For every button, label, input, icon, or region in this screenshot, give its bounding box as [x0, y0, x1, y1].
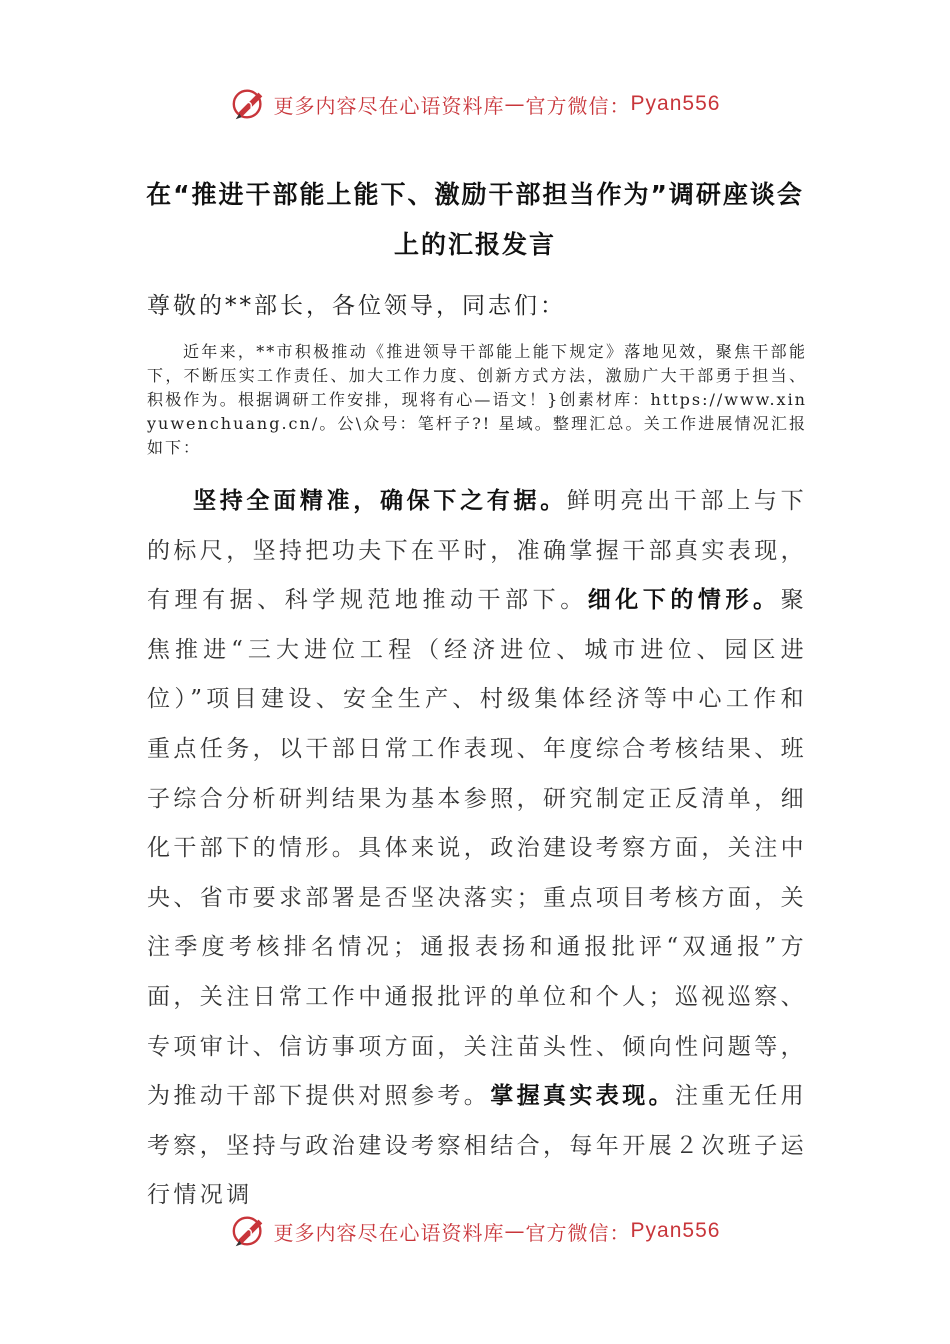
document-title-line-2: 上的汇报发言	[393, 230, 556, 259]
section-1-text-3: 注重无任用考察，坚持与政治建设考察相结合，每年开展２次班子运行情况调	[147, 1083, 808, 1209]
section-1-subheading-1: 细化下的情形。	[587, 587, 781, 614]
watermark-wechat-id: Pyan556	[630, 92, 721, 115]
watermark-site-name: 更多内容尽在心语资料库	[273, 1220, 505, 1245]
watermark-official-label: 官方微信：	[525, 1220, 631, 1245]
document-title-line-1: 在“推进干部能上能下、激励干部担当作为”调研座谈会	[146, 180, 804, 209]
watermark-dash: —	[504, 1219, 526, 1243]
pen-logo-icon	[230, 85, 268, 123]
watermark-site-name: 更多内容尽在心语资料库	[273, 93, 505, 118]
watermark-dash: —	[504, 92, 526, 116]
salutation: 尊敬的**部长，各位领导，同志们：	[147, 293, 566, 319]
watermark-footer	[0, 1211, 950, 1251]
section-1-text-2: 聚焦推进“三大进位工程（经济进位、城市进位、园区进位）”项目建设、安全生产、村级集体经济等中心工作和重点任务，以干部日常工作表现、年度综合考核结果、班子综合分析研判结果为基本参照，研究制定正反清单，细化干部下的情形。具体来说，政治建设考察方面，关注中央、省市要求部署是否坚决落实；重点项目考核方面，关注季度考核排名情况；通报表扬和通报批评“双通报”方面，关注日常工作中通报批评的单位和个人；巡视巡察、专项审计、信访事项方面，关注苗头性、倾向性问题等，为推动干部下提供对照参考。	[147, 587, 807, 1110]
section-1-paragraph	[147, 477, 807, 1221]
intro-paragraph: 近年来，**市积极推动《推进领导干部能上能下规定》落地见效，聚焦干部能下，不断压实工作责任、加大工作力度、创新方式方法，激励广大干部勇于担当、积极作为。根据调研工作安排，现将有心—语文！}创素材库：https://www.xinyuwenchuang.cn/。公\众号：笔杆子?! 星域。整理汇总。关工作进展情况汇报如下：	[147, 342, 807, 457]
watermark-official-label: 官方微信：	[525, 93, 631, 118]
section-1-subheading-2: 掌握真实表现。	[490, 1083, 676, 1110]
watermark-header	[0, 84, 950, 124]
section-1-text-1: 鲜明亮出干部上与下的标尺，坚持把功夫下在平时，准确掌握干部真实表现，有理有据、科学规范地推动干部下。	[147, 488, 807, 614]
section-1-heading: 坚持全面精准，确保下之有据。	[193, 488, 567, 514]
pen-logo-icon	[230, 1212, 268, 1250]
watermark-wechat-id: Pyan556	[630, 1219, 721, 1242]
